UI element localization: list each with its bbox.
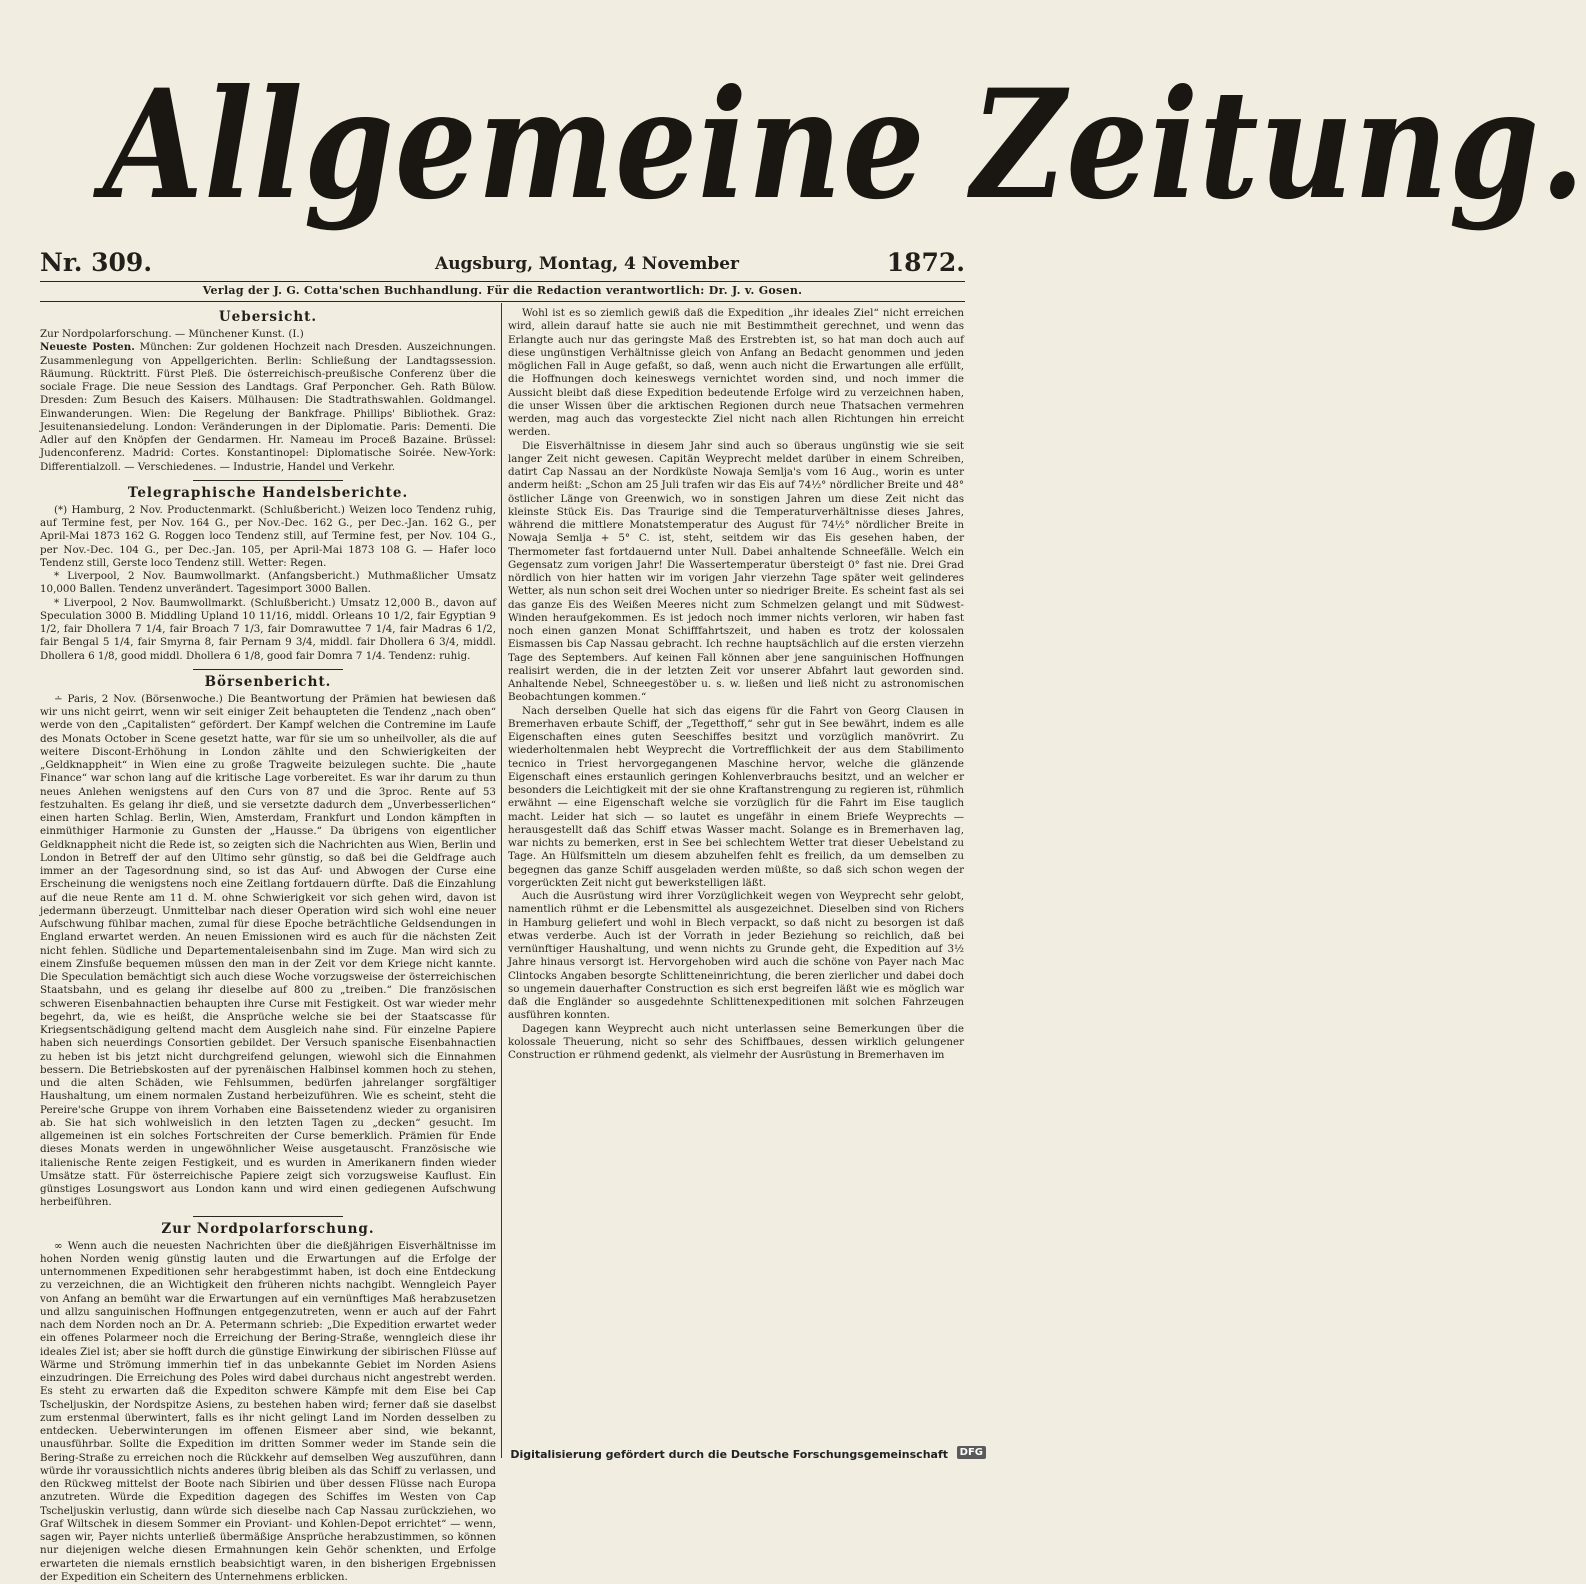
northpole-heading: Zur Nordpolarforschung. bbox=[40, 1221, 496, 1237]
bourse-heading: Börsenbericht. bbox=[40, 674, 496, 690]
telegram-liverpool-2: * Liverpool, 2 Nov. Baumwollmarkt. (Schlußbericht.) Umsatz 12,000 B., davon auf Speculation 3000 B. Middling Upland 10 11/16, middl. Orleans 10 1/2, fair Egyptian 9 1/2, fair Dhollera 7 1/4, fair Broach 7 1/3, fair Domrawuttee 7 1/4, fair Madras 6 1/2, fair Bengal 5 1/4, fair Smyrna 8, fair Pernam 9 3/4, middl. fair Dhollera 6 3/4, middl. Dhollera 6 1/8, good middl. Dhollera 6 1/8, good fair Domra 7 1/4. Tendenz: ruhig. bbox=[40, 597, 496, 663]
northpole-paragraph-1: ∞ Wenn auch die neuesten Nachrichten über die dießjährigen Eisverhältnisse im hohen Norden wenig günstig lauten und die Erwartungen auf die Erfolge der unternommenen Expeditionen sehr herabgestimmt haben, ist doch eine Entdeckung zu verzeichnen, die an Wichtigkeit den früheren nichts nachgibt. Wenngleich Payer von Anfang an bemüht war die Erwartungen auf ein vernünftiges Maß herabzusetzen und allzu sanguinischen Hoffnungen entgegenzutreten, wenn er auch auf der Fahrt nach dem Norden noch an Dr. A. Petermann schrieb: „Die Expedition erwartet weder ein offenes Polarmeer noch die Erreichung der Bering-Straße, wenngleich diese ihr ideales Ziel ist; aber sie hofft durch die günstige Einwirkung der sibirischen Flüsse auf Wärme und Strömung immerhin tief in das unbekannte Gebiet im Norden Asiens einzudringen. Die Erreichung des Poles wird dabei durchaus nicht angestrebt werden. Es steht zu erwarten daß die Expediton schwere Kämpfe mit dem Eise bei Cap Tscheljuskin, der Nordspitze Asiens, zu bestehen haben wird; ferner daß sie daselbst zum erstenmal überwintert, falls es ihr nicht gelingt Land im Norden desselben zu entdecken. Ueberwinterungen im offenen Eismeer aber sind, wie bekannt, unausführbar. Sollte die Expedition im dritten Sommer weder im Stande sein die Bering-Straße zu erreichen noch die Rückkehr auf demselben Weg auszuführen, dann würde ihr voraussichtlich nichts anderes übrig bleiben als das Schiff zu verlassen, und den Rückweg mittelst der Boote nach Sibirien und über dessen Flüsse nach Europa anzutreten. Würde die Expedition dagegen des Schiffes im Westen von Cap Tscheljuskin verlustig, dann würde sich dieselbe nach Cap Nassau zurückziehen, wo Graf Wiltschek in diesem Sommer ein Proviant- und Kohlen-Depot errichtet“ — wenn, sagen wir, Payer nichts unterließ übermäßige Ansprüche herabzustimmen, so können nur diejenigen welche diesen Ermahnungen kein Gehör schenkten, und Erfolge erwarteten die niemals ernstlich beabsichtigt waren, in den bisherigen Ergebnissen der Expedition ein Scheitern des Unternehmens erblicken. bbox=[40, 1240, 496, 1584]
overview-news-paragraph bbox=[40, 341, 496, 474]
overview-paragraph: Zur Nordpolarforschung. — Münchener Kunst. (I.) bbox=[40, 328, 496, 341]
overview-news-text: München: Zur goldenen Hochzeit nach Dresden. Auszeichnungen. Zusammenlegung von Appellgerichten. Berlin: Schließung der Landtagssession. Räumung. Rücktritt. Fürst Pleß. Die österreichisch-preußische Conferenz über die sociale Frage. Die neue Session des Landtags. Graf Perponcher. Geh. Rath Bülow. Dresden: Zum Besuch des Kaisers. Mülhausen: Die Stadtrathswahlen. Goldmangel. Einwanderungen. Wien: Die Regelung der Bankfrage. Phillips' Bibliothek. Graz: Jesuitenansiedelung. London: Veränderungen in der Diplomatie. Paris: Dementi. Die Adler auf den Knöpfen der Gendarmen. Hr. Nameau im Proceß Bazaine. Brüssel: Judenconferenz. Madrid: Cortes. Konstantinopel: Diplomatische Soirée. New-York: Differentialzoll. — Verschiedenes. — Industrie, Handel und Verkehr. bbox=[40, 341, 496, 472]
dfg-logo: DFG bbox=[957, 1446, 986, 1459]
telegram-hamburg: (*) Hamburg, 2 Nov. Productenmarkt. (Schlußbericht.) Weizen loco Tendenz ruhig, auf Termine fest, per Nov. 164 G., per Nov.-Dec. 162 G., per Dec.-Jan. 162 G., per April-Mai 1873 162 G. Roggen loco Tendenz still, auf Termine fest, per Nov. 104 G., per Nov.-Dec. 104 G., per Dec.-Jan. 105, per April-Mai 1873 108 G. — Hafer loco Tendenz still, Gerste loco Tendenz still. Wetter: Regen. bbox=[40, 504, 496, 570]
bourse-paragraph: ∸ Paris, 2 Nov. (Börsenwoche.) Die Beantwortung der Prämien hat bewiesen daß wir uns nicht geirrt, wenn wir seit einiger Zeit behaupteten die Tendenz „nach oben“ werde von den „Capitalisten“ gefördert. Der Kampf welchen die Contremine im Laufe des Monats October in Scene gesetzt hatte, war für sie um so unheilvoller, als die auf weitere Discont-Erhöhung in London zählte und den Schwierigkeiten der „Geldknappheit“ in Wien eine zu große Tragweite beizulegen suchte. Die „haute Finance“ war schon lang auf die kritische Lage vorbereitet. Es war ihr darum zu thun neues Anlehen wenigstens auf den Curs von 87 und die 3proc. Rente auf 53 festzuhalten. Es gelang ihr dieß, und sie versetzte dadurch dem „Unverbesserlichen“ einen harten Schlag. Berlin, Wien, Amsterdam, Frankfurt und London kämpften in einmüthiger Harmonie zu Gunsten der „Hausse.“ Da übrigens von eigentlicher Geldknappheit nicht die Rede ist, so zeigten sich die Nachrichten aus Wien, Berlin und London in Betreff der auf den Ultimo sehr günstig, so daß bei die Geldfrage auch immer an der Tagesordnung sind, so ist das Auf- und Abwogen der Curse eine Erscheinung die wenigstens noch eine Zeitlang fortdauern dürfte. Daß die Einzahlung auf die neue Rente am 11 d. M. ohne Schwierigkeit vor sich gehen wird, davon ist jedermann überzeugt. Unmittelbar nach dieser Operation wird sich wohl eine neuer Aufschwung fühlbar machen, zumal für diese Epoche beträchtliche Geldsendungen in England erwartet werden. An neuen Emissionen wird es auch für die nächsten Zeit nicht fehlen. Südliche und Departementaleisenbahn sind im Zuge. Man wird sich zu einem Zinsfuße bequemen müssen den man in der Zeit vor dem Kriege nicht kannte. Die Speculation bemächtigt sich auch diese Woche vorzugsweise der österreichischen Staatsbahn, und es gelang ihr dieselbe auf 800 zu „treiben.“ Die französischen schweren Eisenbahnactien behaupten ihre Curse mit Festigkeit. Ost war wieder mehr begehrt, da, wie es heißt, die Ansprüche welche sie bei der Staatscasse für Kriegsentschädigung geltend macht dem Ausgleich nahe sind. Für einzelne Papiere haben sich neuerdings Consortien gebildet. Der Versuch spanische Eisenbahnactien zu heben ist bis jetzt nicht durchgreifend gelungen, wiewohl sich die Einnahmen bessern. Die Betriebskosten auf der pyrenäischen Halbinsel kommen hoch zu stehen, und die alten Schäden, wie Fehlsummen, bedürfen jahrelanger sorgfältiger Haushaltung, um einem normalen Zustand herbeizuführen. Wie es scheint, steht die Pereire'sche Gruppe von ihrem Vorhaben eine Baissetendenz wieder zu organisiren ab. Sie hat sich wohlweislich in den letzten Tagen zu „decken“ gesucht. Im allgemeinen ist ein solches Fortschreiten der Curse bemerklich. Prämien für Ende dieses Monats werden in ungewöhnlicher Weise ausgetauscht. Französische wie italienische Rente zeigen Festigkeit, und es wurden in Amerikanern finden wieder Umsätze statt. Für österreichische Papiere zeigt sich vorzugsweise Kauflust. Ein günstiges Losungswort aus London kann und wird einen gediegenen Aufschwung herbeiführen. bbox=[40, 693, 496, 1210]
publisher-line: Verlag der J. G. Cotta'schen Buchhandlung. Für die Redaction verantwortlich: Dr. J. v. Gosen. bbox=[40, 284, 965, 297]
section-divider bbox=[193, 669, 343, 670]
northpole-paragraph-2: Wohl ist es so ziemlich gewiß daß die Expedition „ihr ideales Ziel“ nicht erreichen wird, allein darauf hatte sie auch nie mit Bestimmtheit gerechnet, und wenn das Erlangte auch nur das geringste Maß des Erstrebten ist, so hat man doch auch auf diese ungünstigen Verhältnisse gleich von Anfang an Bedacht genommen und jeden möglichen Fall in Auge gefaßt, so daß, wenn auch nicht die Erwartungen alle erfüllt, die Hoffnungen doch keineswegs vernichtet worden sind, und noch immer die Aussicht bleibt daß diese Expedition bedeutende Erfolge wird zu verzeichnen haben, die unser Wissen über die arktischen Regionen durch neue Thatsachen vermehren werden, mag auch das vorgesteckte Ziel nicht nach allen Richtungen hin erreicht werden. bbox=[508, 307, 964, 440]
overview-heading: Uebersicht. bbox=[40, 309, 496, 325]
northpole-paragraph-3: Die Eisverhältnisse in diesem Jahr sind auch so überaus ungünstig wie sie seit langer Zeit nicht gewesen. Capitän Weyprecht meldet darüber in einem Schreiben, datirt Cap Nassau an der Nordküste Nowaja Semlja's vom 16 Aug., worin es unter anderm heißt: „Schon am 25 Juli trafen wir das Eis auf 74½° nördlicher Breite und 48° östlicher Länge von Greenwich, wo in sonstigen Jahren um diese Zeit nicht das kleinste Stück Eis. Das Traurige sind die Temperaturverhältnisse dieses Jahres, während die mittlere Monatstemperatur des August für 74½° nördlicher Breite in Nowaja Semlja + 5° C. ist, steht, seitdem wir das Eis gesehen haben, der Thermometer fast fortdauernd unter Null. Dabei anhaltende Schneefälle. Welch ein Gegensatz zum vorigen Jahr! Die Wassertemperatur übersteigt 0° fast nie. Drei Grad nördlich von hier hatten wir im vorigen Jahr vierzehn Tage später weit gelinderes Wetter, als nun schon seit drei Wochen unter so niedriger Breite. Es scheint fast als sei das ganze Eis des Weißen Meeres nicht zum Schmelzen gelangt und mit Südwest-Winden heraufgekommen. Es ist jedoch noch immer nichts verloren, wir haben fast noch einen ganzen Monat Schifffahrtszeit, und haben es trotz der kolossalen Eismassen bis Cap Nassau gebracht. Ich rechne hauptsächlich auf die ersten vierzehn Tage des Septembers. Auf keinen Fall können aber jene sanguinischen Hoffnungen realisirt werden, die in der letzten Zeit vor unserer Abfahrt laut geworden sind. Anhaltende Nebel, Schneegestöber u. s. w. ließen und ließ nicht zu astronomischen Beobachtungen kommen.“ bbox=[508, 440, 964, 705]
issue-number: Nr. 309. bbox=[40, 248, 152, 277]
section-divider bbox=[193, 480, 343, 481]
northpole-paragraph-6: Dagegen kann Weyprecht auch nicht unterlassen seine Bemerkungen über die kolossale Theuerung, nicht so sehr des Schiffbaues, dessen wirklich gelungener Construction er rühmend gedenkt, als vielmehr der Ausrüstung in Bremerhaven im bbox=[508, 1023, 964, 1063]
dateline: Augsburg, Montag, 4 November bbox=[435, 254, 739, 274]
column-divider bbox=[501, 303, 502, 1458]
section-divider bbox=[193, 1216, 343, 1217]
left-column bbox=[40, 307, 496, 1457]
telegram-liverpool-1: * Liverpool, 2 Nov. Baumwollmarkt. (Anfangsbericht.) Muthmaßlicher Umsatz 10,000 Ballen. Tendenz unverändert. Tagesimport 3000 Ballen. bbox=[40, 570, 496, 597]
issue-row bbox=[40, 248, 965, 278]
header-rule bbox=[40, 301, 965, 302]
right-column bbox=[508, 307, 964, 1457]
issue-year: 1872. bbox=[887, 248, 965, 277]
telegrams-heading: Telegraphische Handelsberichte. bbox=[40, 485, 496, 501]
northpole-paragraph-4: Nach derselben Quelle hat sich das eigens für die Fahrt von Georg Clausen in Bremerhaven erbaute Schiff, der „Tegetthoff,“ sehr gut in See bewährt, indem es alle Eigenschaften eines guten Seeschiffes besitzt und vorzüglich manövrirt. Zu wiederholtenmalen hebt Weyprecht die Vortrefflichkeit der aus dem Stabilimento tecnico in Triest hervorgegangenen Maschine hervor, welche die glänzende Eigenschaft eines erstaunlich geringen Kohlenverbrauchs besitzt, und an welcher er besonders die Leichtigkeit mit der sie ohne Kraftanstrengung zu regieren ist, rühmlich erwähnt — eine Eigenschaft welche sie vorzüglich für die Fahrt im Eise tauglich macht. Leider hat sich — so lautet es ungefähr in einem Briefe Weyprechts — herausgestellt daß das Schiff etwas Wasser macht. Solange es in Bremerhaven lag, war nichts zu bemerken, erst in See bei schlechtem Wetter trat dieser Uebelstand zu Tage. An Hülfsmitteln um diesem abzuhelfen fehlt es freilich, da um demselben zu begegnen das ganze Schiff ausgeladen werden müßte, so daß sich schon wegen der vorgerückten Zeit nicht gut bewerkstelligen läßt. bbox=[508, 705, 964, 891]
top-rule bbox=[40, 281, 965, 282]
masthead-title: Allgemeine Zeitung. bbox=[103, 60, 903, 230]
digitization-credit: Digitalisierung gefördert durch die Deutsche Forschungsgemeinschaft bbox=[510, 1448, 948, 1461]
northpole-paragraph-5: Auch die Ausrüstung wird ihrer Vorzüglichkeit wegen von Weyprecht sehr gelobt, namentlich rühmt er die Lebensmittel als ausgezeichnet. Dieselben sind von Richers in Hamburg geliefert und wohl in Blech verpackt, so daß nicht zu besorgen ist daß etwas verderbe. Auch ist der Vorrath in jeder Beziehung so reichlich, daß bei vernünftiger Haushaltung, und wenn nichts zu Grunde geht, die Expedition auf 3½ Jahre hinaus versorgt ist. Hervorgehoben wird auch die schöne von Payer nach Mac Clintocks Angaben besorgte Schlitteneinrichtung, die beren zierlicher und dabei doch so ungemein dauerhafter Construction es sich erst begreifen läßt wie es möglich war daß die Engländer so ausgedehnte Schlittenexpeditionen mit solchen Fahrzeugen ausführen konnten. bbox=[508, 890, 964, 1023]
overview-news-lead: Neueste Posten. bbox=[40, 341, 135, 353]
